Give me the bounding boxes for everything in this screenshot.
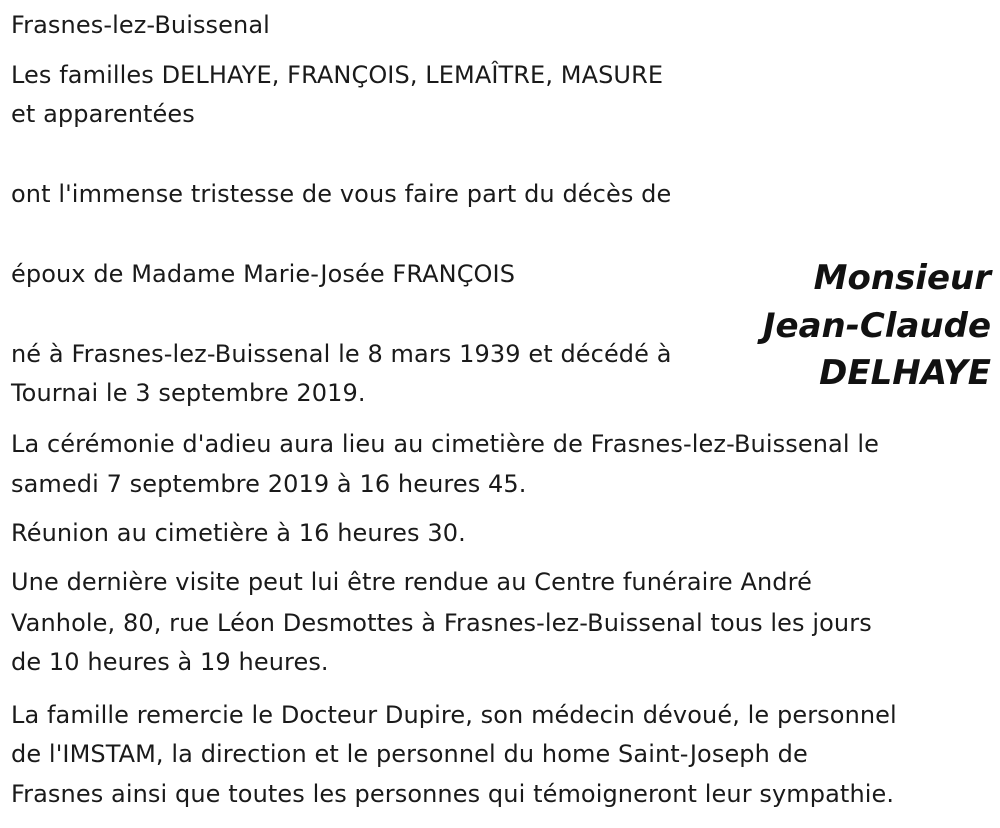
birth-death-line-2: Tournai le 3 septembre 2019.	[11, 379, 366, 407]
birth-death-line-1: né à Frasnes-lez-Buissenal le 8 mars 1939 et décédé à	[11, 340, 672, 368]
visit-line-1: Une dernière visite peut lui être rendue au Centre funéraire André	[11, 568, 812, 596]
announcement-text: ont l'immense tristesse de vous faire part du décès de	[11, 180, 672, 208]
visit-line-2: Vanhole, 80, rue Léon Desmottes à Frasnes-lez-Buissenal tous les jours	[11, 609, 872, 637]
deceased-last-name: DELHAYE	[819, 353, 991, 393]
visit-line-3: de 10 heures à 19 heures.	[11, 648, 329, 676]
spouse-text: époux de Madame Marie-Josée FRANÇOIS	[11, 260, 516, 288]
ceremony-line-1: La cérémonie d'adieu aura lieu au cimetière de Frasnes-lez-Buissenal le	[11, 430, 879, 458]
location-heading: Frasnes-lez-Buissenal	[11, 11, 270, 39]
thanks-line-3: Frasnes ainsi que toutes les personnes qui témoigneront leur sympathie.	[11, 780, 895, 808]
meeting-text: Réunion au cimetière à 16 heures 30.	[11, 519, 466, 547]
thanks-line-1: La famille remercie le Docteur Dupire, son médecin dévoué, le personnel	[11, 701, 897, 729]
families-line-2: et apparentées	[11, 100, 195, 128]
deceased-title: Monsieur	[813, 258, 991, 298]
ceremony-line-2: samedi 7 septembre 2019 à 16 heures 45.	[11, 470, 527, 498]
thanks-line-2: de l'IMSTAM, la direction et le personnel du home Saint-Joseph de	[11, 740, 808, 768]
deceased-first-name: Jean-Claude	[762, 306, 991, 346]
families-line-1: Les familles DELHAYE, FRANÇOIS, LEMAÎTRE, MASURE	[11, 61, 664, 89]
